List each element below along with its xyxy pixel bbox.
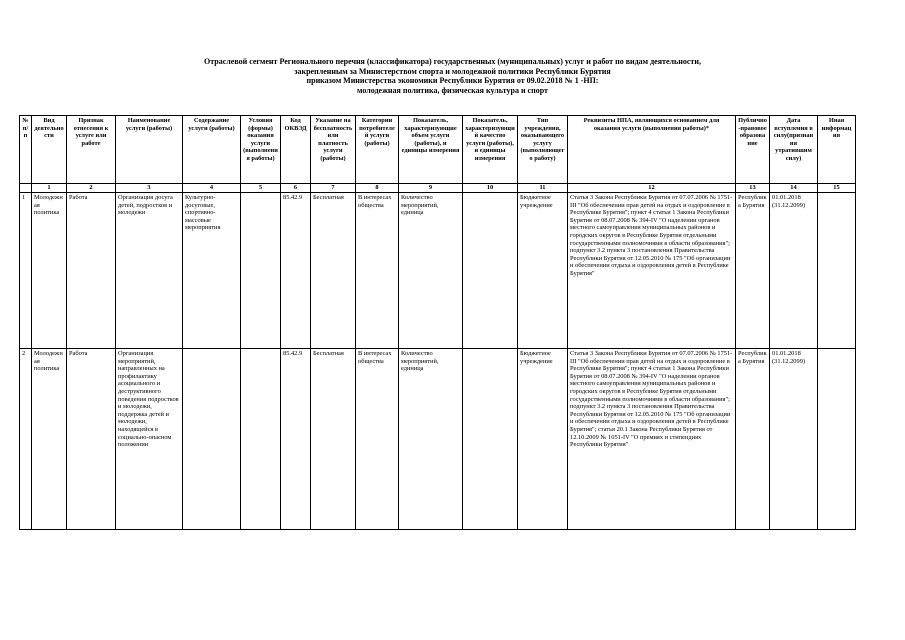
consumers-cell: В интересах общества [356, 349, 399, 530]
header-cell: Наименование услуги (работы) [116, 116, 183, 184]
activity-cell: Молодежная политика [32, 193, 67, 349]
header-cell: Иная информация [818, 116, 856, 184]
table-row [20, 193, 856, 349]
sign-cell: Работа [67, 349, 116, 530]
header-cell: Указание на бесплатность или платность услуги (работы) [311, 116, 356, 184]
header-cell: Тип учреждения, оказывающего услугу (выполняющего работу) [518, 116, 568, 184]
public-entity-cell: Республика Бурятия [736, 193, 770, 349]
header-cell: Содержание услуги (работы) [183, 116, 241, 184]
row-number: 1 [20, 193, 32, 349]
title-line-2: закрепленным за Министерством спорта и молодежной политики Республики Бурятия [294, 66, 611, 76]
column-number-cell: 4 [183, 184, 241, 193]
service-name-cell: Организация досуга детей, подростков и молодежи [116, 193, 183, 349]
column-number-cell: 14 [770, 184, 818, 193]
title-line-4: молодежная политика, физическая культура и спорт [357, 85, 548, 95]
column-number-cell: 5 [241, 184, 281, 193]
header-cell: Дата вступления в силу(признания утратившим силу) [770, 116, 818, 184]
public-entity-cell: Республика Бурятия [736, 349, 770, 530]
activity-cell: Молодежная политика [32, 349, 67, 530]
institution-type-cell: Бюджетное учреждение [518, 349, 568, 530]
column-number-cell: 8 [356, 184, 399, 193]
header-cell: Показатель, характеризующий качество услуги (работы), и единицы измерения [463, 116, 518, 184]
payment-cell: Бесплатная [311, 193, 356, 349]
column-number-cell: 3 [116, 184, 183, 193]
column-number-cell: 1 [32, 184, 67, 193]
row-number: 2 [20, 349, 32, 530]
header-cell: Код ОКВЭД [281, 116, 311, 184]
header-cell: Вид деятельности [32, 116, 67, 184]
other-info-cell [818, 193, 856, 349]
column-number-cell: 2 [67, 184, 116, 193]
header-cell: Признак отнесения к услуге или работе [67, 116, 116, 184]
column-number-cell [20, 184, 32, 193]
title-line-3: приказом Министерства экономики Республики Бурятия от 09.02.2018 № 1 -НП: [306, 76, 599, 86]
header-cell: Категории потребителей услуги (работы) [356, 116, 399, 184]
other-info-cell [818, 349, 856, 530]
npa-cell: Статья 3 Закона Республики Бурятия от 07.07.2006 № 1751-III "Об обеспечении прав детей на отдых и оздоровление в Республике Бурятия"; пункт 4 статьи 1 Закона Республики Бурятия от 08.07.2008 № 394-IV "О наделении органов местного самоуправления муниципальных районов и городских округов в Республике Бурятия отдельными государственными полномочиями в области образования"; подпункт 3.2 пункта 3 постановления Правительства Республики Бурятия от 12.05.2010 № 175 "Об организации и обеспечении отдыха и оздоровления детей в Республике Бурятия"; статья 20.1 Закона Республики Бурятия от 12.10.2009 № 1051-IV "О премиях и стипендиях Республики Бурятия" [568, 349, 736, 530]
conditions-cell [241, 193, 281, 349]
okved-cell: 85.42.9 [281, 193, 311, 349]
table-row [20, 349, 856, 530]
column-number-cell: 10 [463, 184, 518, 193]
header-cell: Показатель, характеризующие объем услуги (работы), и единицы измерения [399, 116, 463, 184]
column-number-row [20, 184, 856, 193]
title-line-1: Отраслевой сегмент Регионального перечня (классификатора) государственных (муниципальных) услуг и работ по видам деятельности, [204, 57, 701, 66]
okved-cell: 85.42.9 [281, 349, 311, 530]
service-name-cell: Организация мероприятий, направленных на профилактику асоциального и деструктивного поведения подростков и молодежи, поддержка детей и молодежи, находящейся в социально-опасном положении [116, 349, 183, 530]
consumers-cell: В интересах общества [356, 193, 399, 349]
quality-cell [463, 193, 518, 349]
column-number-cell: 12 [568, 184, 736, 193]
sign-cell: Работа [67, 193, 116, 349]
header-cell: № п/п [20, 116, 32, 184]
npa-cell: Статья 3 Закона Республики Бурятия от 07.07.2006 № 1751-III "Об обеспечении прав детей на отдых и оздоровление в Республике Бурятия"; пункт 4 статьи 1 Закона Республики Бурятия от 08.07.2008 № 394-IV "О наделении органов местного самоуправления муниципальных районов и городских округов в Республике Бурятия отдельными государственными полномочиями в области образования"; подпункт 3.2 пункта 3 постановления Правительства Республики Бурятия от 12.05.2010 № 175 "Об организации и обеспечении отдыха и оздоровления детей в Республике Бурятия" [568, 193, 736, 349]
date-cell: 01.01.2018 (31.12.2099) [770, 349, 818, 530]
header-cell: Реквизиты НПА, являющихся основанием для оказания услуги (выполнения работы)* [568, 116, 736, 184]
payment-cell: Бесплатная [311, 349, 356, 530]
volume-cell: Количество мероприятий, единица [399, 349, 463, 530]
content-cell [183, 349, 241, 530]
column-number-cell: 11 [518, 184, 568, 193]
column-number-cell: 13 [736, 184, 770, 193]
date-cell: 01.01.2018 (31.12.2099) [770, 193, 818, 349]
header-row [20, 116, 856, 184]
quality-cell [463, 349, 518, 530]
volume-cell: Количество мероприятий, единица [399, 193, 463, 349]
column-number-cell: 6 [281, 184, 311, 193]
column-number-cell: 9 [399, 184, 463, 193]
document-title [0, 57, 905, 95]
registry-table [19, 115, 856, 530]
conditions-cell [241, 349, 281, 530]
column-number-cell: 7 [311, 184, 356, 193]
institution-type-cell: Бюджетное учреждение [518, 193, 568, 349]
content-cell: Культурно-досуговые, спортивно-массовые мероприятия [183, 193, 241, 349]
header-cell: Публично-правовое образование [736, 116, 770, 184]
header-cell: Условия (формы) оказания услуги (выполнения работы) [241, 116, 281, 184]
column-number-cell: 15 [818, 184, 856, 193]
